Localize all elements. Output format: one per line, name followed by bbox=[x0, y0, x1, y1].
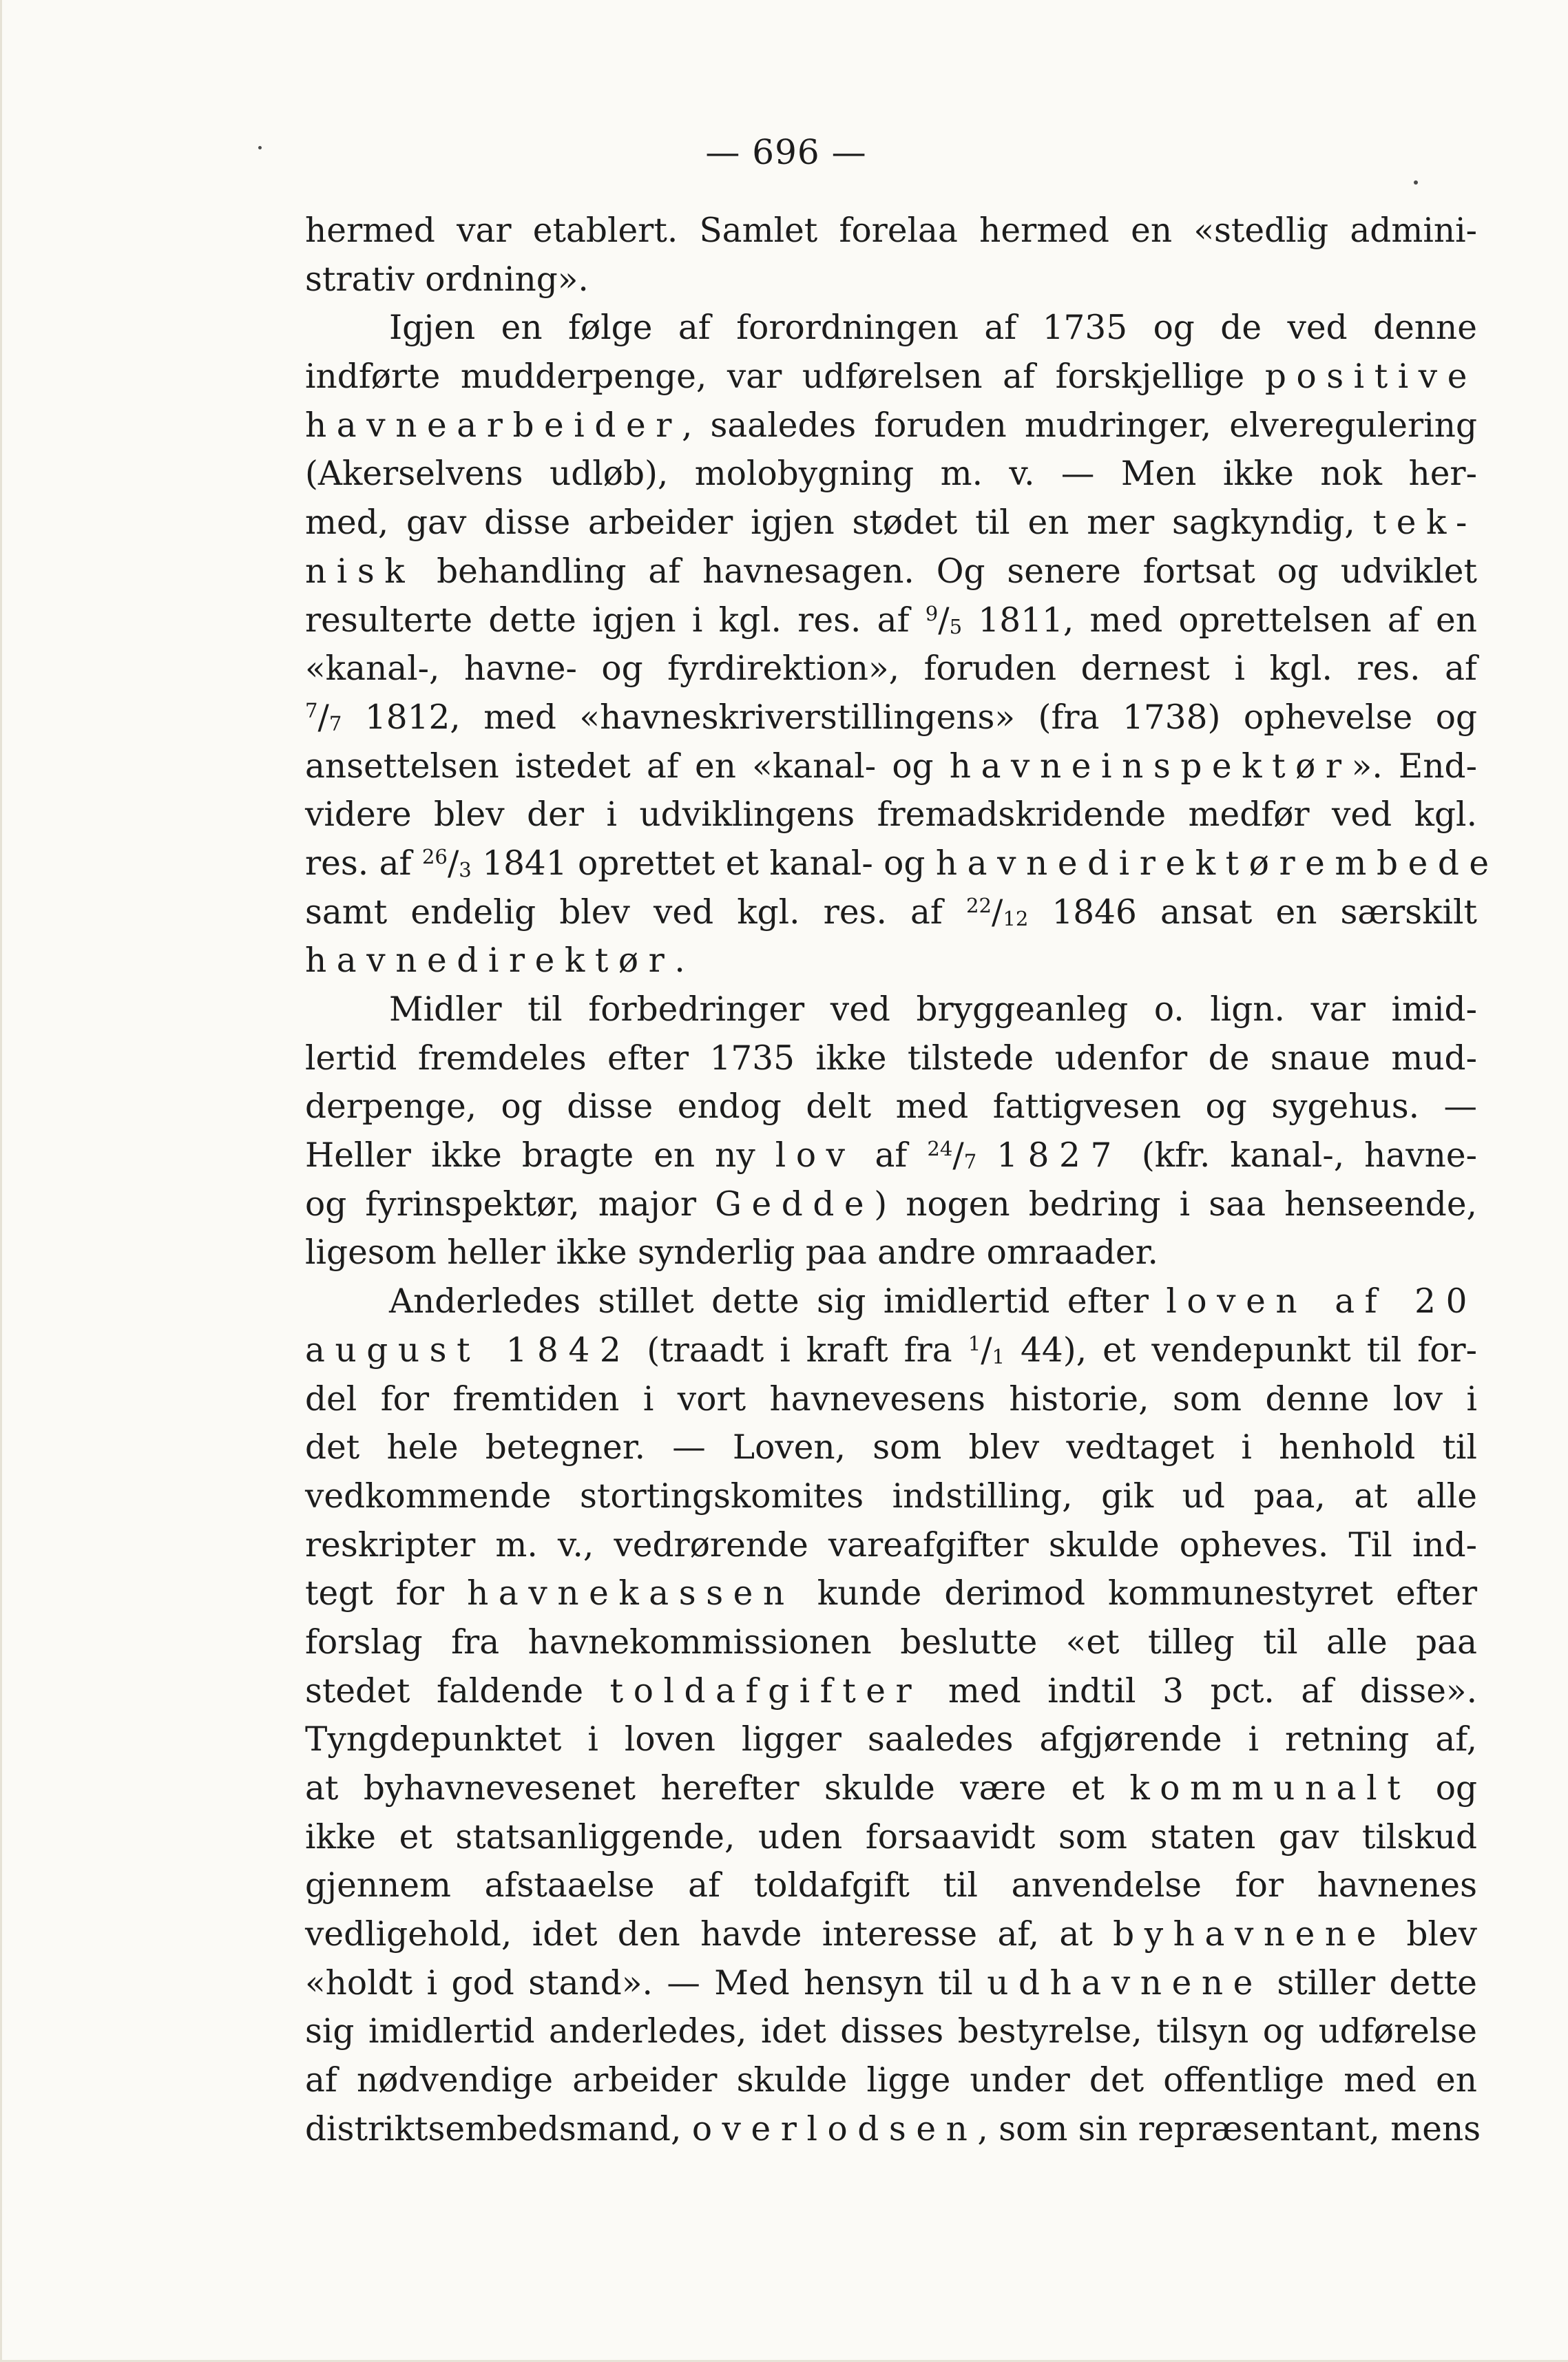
text-line bbox=[305, 1861, 1477, 1910]
text-run: «kanal-, havne- og fyrdirektion», foruden dernest i kgl. res. af bbox=[305, 649, 1477, 689]
spaced-emphasis: havnekassen bbox=[467, 1574, 795, 1613]
text-run: forslag fra havnekommissionen beslutte «et tilleg til alle paa bbox=[305, 1622, 1477, 1662]
date-month-subscript: 12 bbox=[1003, 906, 1029, 930]
text-run: med indtil 3 pct. af disse». bbox=[921, 1671, 1478, 1711]
text-line bbox=[305, 839, 1499, 888]
text-run: strativ ordning». bbox=[305, 260, 589, 299]
text-line bbox=[305, 450, 1477, 499]
text-run: reskripter m. v., vedrørende vareafgifter skulde opheves. Til ind- bbox=[305, 1525, 1477, 1565]
text-run: / bbox=[952, 1136, 964, 1175]
text-run: ligesom heller ikke synderlig paa andre omraader. bbox=[305, 1233, 1158, 1273]
text-line bbox=[305, 1618, 1477, 1667]
text-run: / bbox=[447, 844, 459, 883]
text-line bbox=[305, 1715, 1477, 1764]
date-day-superscript: 7 bbox=[305, 698, 318, 722]
date-day-superscript: 22 bbox=[965, 893, 992, 917]
date-month-subscript: 7 bbox=[328, 711, 342, 735]
text-line bbox=[305, 1764, 1477, 1813]
text-run: del for fremtiden i vort havnevesens historie, som denne lov i bbox=[305, 1379, 1477, 1419]
date-month-subscript: 1 bbox=[992, 1344, 1005, 1368]
text-line bbox=[305, 1959, 1477, 2008]
spaced-emphasis: byhavnene bbox=[1113, 1915, 1386, 1954]
spaced-emphasis: udhavnene bbox=[987, 1963, 1263, 2003]
text-run: af nødvendige arbeider skulde ligge under det offentlige med en bbox=[305, 2061, 1477, 2100]
text-line bbox=[305, 693, 1477, 742]
text-line bbox=[305, 1180, 1477, 1229]
spaced-emphasis: havnedirektørembede bbox=[935, 844, 1499, 883]
spaced-emphasis: august 1842 bbox=[305, 1330, 631, 1370]
text-run: gjennem afstaaelse af toldafgift til anvendelse for havnenes bbox=[305, 1866, 1477, 1905]
text-run: vedligehold, idet den havde interesse af, at bbox=[305, 1915, 1114, 1954]
text-run: og fyrinspektør, major bbox=[305, 1184, 715, 1224]
text-run: . bbox=[674, 941, 685, 981]
text-line bbox=[305, 2056, 1477, 2105]
text-run: res. af bbox=[305, 844, 422, 883]
text-line bbox=[305, 645, 1477, 693]
text-line bbox=[305, 304, 1477, 353]
text-run: Igjen en følge af forordningen af 1735 og de ved denne bbox=[389, 309, 1477, 348]
text-run: videre blev der i udviklingens fremadskridende medfør ved kgl. bbox=[305, 795, 1477, 835]
text-line bbox=[305, 1813, 1477, 1862]
text-line bbox=[305, 791, 1477, 839]
text-line bbox=[305, 499, 1477, 547]
date-month-subscript: 3 bbox=[459, 857, 472, 881]
text-line bbox=[305, 888, 1477, 937]
text-run: / bbox=[991, 892, 1003, 932]
text-run: sig imidlertid anderledes, idet disses bestyrelse, tilsyn og udførelse bbox=[305, 2012, 1477, 2051]
text-run: behandling af havnesagen. Og senere fortsat og udviklet bbox=[415, 552, 1477, 591]
text-line bbox=[305, 2007, 1477, 2056]
text-run: ) nogen bedring i saa henseende, bbox=[874, 1184, 1477, 1224]
date-day-superscript: 1 bbox=[968, 1331, 981, 1355]
text-run: ikke et statsanliggende, uden forsaavidt som staten gav tilskud bbox=[305, 1817, 1477, 1857]
text-run: ». End- bbox=[1351, 746, 1477, 786]
spaced-emphasis: positive bbox=[1264, 357, 1477, 397]
text-run: «holdt i god stand». — Med hensyn til bbox=[305, 1963, 987, 2003]
text-run: resulterte dette igjen i kgl. res. af bbox=[305, 600, 926, 640]
speck-mark bbox=[1414, 180, 1418, 185]
date-month-subscript: 7 bbox=[963, 1149, 977, 1173]
text-run: hermed var etablert. Samlet forelaa hermed en «stedlig admini- bbox=[305, 211, 1477, 250]
text-line bbox=[305, 255, 1477, 304]
text-line bbox=[305, 1131, 1477, 1180]
text-run: med, gav disse arbeider igjen stødet til en mer sagkyndig, bbox=[305, 503, 1373, 543]
text-line bbox=[305, 937, 1477, 985]
spaced-emphasis: havneinspektør bbox=[949, 746, 1352, 786]
text-run: Heller ikke bragte en ny bbox=[305, 1136, 775, 1175]
text-run: (traadt i kraft fra bbox=[631, 1330, 968, 1370]
text-run: samt endelig blev ved kgl. res. af bbox=[305, 892, 966, 932]
text-line bbox=[305, 1326, 1477, 1375]
text-run: Tyngdepunktet i loven ligger saaledes afgjørende i retning af, bbox=[305, 1720, 1477, 1759]
text-run: Anderledes stillet dette sig imidlertid efter bbox=[389, 1282, 1167, 1321]
text-run: og bbox=[1410, 1769, 1477, 1808]
text-line bbox=[305, 1083, 1477, 1131]
spaced-emphasis: Gedde bbox=[715, 1184, 875, 1224]
text-run: vedkommende stortingskomites indstilling, gik ud paa, at alle bbox=[305, 1476, 1477, 1516]
text-line bbox=[305, 596, 1477, 645]
text-line bbox=[305, 1472, 1477, 1521]
spaced-emphasis: 1827 bbox=[996, 1136, 1122, 1175]
date-month-subscript: 5 bbox=[949, 614, 963, 638]
text-line bbox=[305, 1667, 1477, 1716]
text-run: (kfr. kanal-, havne- bbox=[1121, 1136, 1477, 1175]
spaced-emphasis: kommunalt bbox=[1129, 1769, 1411, 1808]
text-run: / bbox=[938, 600, 950, 640]
text-line bbox=[305, 207, 1477, 255]
date-day-superscript: 24 bbox=[927, 1137, 953, 1161]
text-line bbox=[305, 1521, 1477, 1570]
text-run: af bbox=[855, 1136, 928, 1175]
text-line bbox=[305, 401, 1477, 450]
spaced-emphasis: havnearbeider bbox=[305, 406, 682, 445]
spaced-emphasis: havnedirektør bbox=[305, 941, 675, 981]
spaced-emphasis: lov bbox=[775, 1136, 855, 1175]
text-run: (Akerselvens udløb), molobygning m. v. — Men ikke nok her- bbox=[305, 454, 1477, 494]
text-run: at byhavnevesenet herefter skulde være et bbox=[305, 1769, 1130, 1808]
text-run: blev bbox=[1386, 1915, 1477, 1954]
date-day-superscript: 26 bbox=[421, 844, 448, 868]
text-run bbox=[976, 1136, 996, 1175]
text-run: det hele betegner. — Loven, som blev vedtaget i henhold til bbox=[305, 1428, 1477, 1467]
spaced-emphasis: loven af 20 bbox=[1166, 1282, 1477, 1321]
text-run: 44), et vendepunkt til for- bbox=[1005, 1330, 1477, 1370]
text-run: / bbox=[981, 1330, 992, 1370]
text-run: stiller dette bbox=[1262, 1963, 1477, 2003]
spaced-emphasis: nisk bbox=[305, 552, 415, 591]
spaced-emphasis: toldafgifter bbox=[609, 1671, 922, 1711]
text-run: stedet faldende bbox=[305, 1671, 610, 1711]
text-run: derpenge, og disse endog delt med fattigvesen og sygehus. — bbox=[305, 1087, 1477, 1127]
text-run: , som sin repræsentant, mens bbox=[977, 2109, 1481, 2149]
text-line bbox=[305, 547, 1477, 596]
text-line bbox=[305, 1423, 1477, 1472]
text-line bbox=[305, 1229, 1477, 1277]
text-run: 1846 ansat en særskilt bbox=[1028, 892, 1477, 932]
text-run: tegt for bbox=[305, 1574, 468, 1613]
text-line bbox=[305, 1277, 1477, 1326]
spaced-emphasis: tek- bbox=[1372, 503, 1477, 543]
body-text bbox=[305, 207, 1499, 2154]
text-line bbox=[305, 353, 1477, 401]
text-line bbox=[305, 1569, 1477, 1618]
date-day-superscript: 9 bbox=[925, 601, 939, 625]
text-line bbox=[305, 2105, 1481, 2154]
speck-mark bbox=[258, 146, 262, 149]
text-run: lertid fremdeles efter 1735 ikke tilstede udenfor de snaue mud- bbox=[305, 1038, 1477, 1078]
page-number: — 696 — bbox=[705, 132, 867, 172]
text-run: 1812, med «havneskriverstillingens» (fra 1738) ophevelse og bbox=[342, 698, 1477, 737]
text-run: ansettelsen istedet af en «kanal- og bbox=[305, 746, 950, 786]
text-line bbox=[305, 985, 1477, 1034]
spaced-emphasis: overlodsen bbox=[691, 2109, 978, 2149]
text-line bbox=[305, 1375, 1477, 1424]
text-run: Midler til forbedringer ved bryggeanleg o. lign. var imid- bbox=[389, 990, 1477, 1029]
text-run: distriktsembedsmand, bbox=[305, 2109, 692, 2149]
text-run: indførte mudderpenge, var udførelsen af forskjellige bbox=[305, 357, 1265, 397]
text-line bbox=[305, 1034, 1477, 1083]
text-run: 1811, med oprettelsen af en bbox=[962, 600, 1477, 640]
text-line bbox=[305, 1910, 1477, 1959]
text-run: / bbox=[317, 698, 329, 737]
text-line bbox=[305, 742, 1477, 791]
text-run: 1841 oprettet et kanal- og bbox=[471, 844, 936, 883]
text-run: , saaledes foruden mudringer, elveregulering bbox=[681, 406, 1477, 445]
text-run: kunde derimod kommunestyret efter bbox=[794, 1574, 1477, 1613]
